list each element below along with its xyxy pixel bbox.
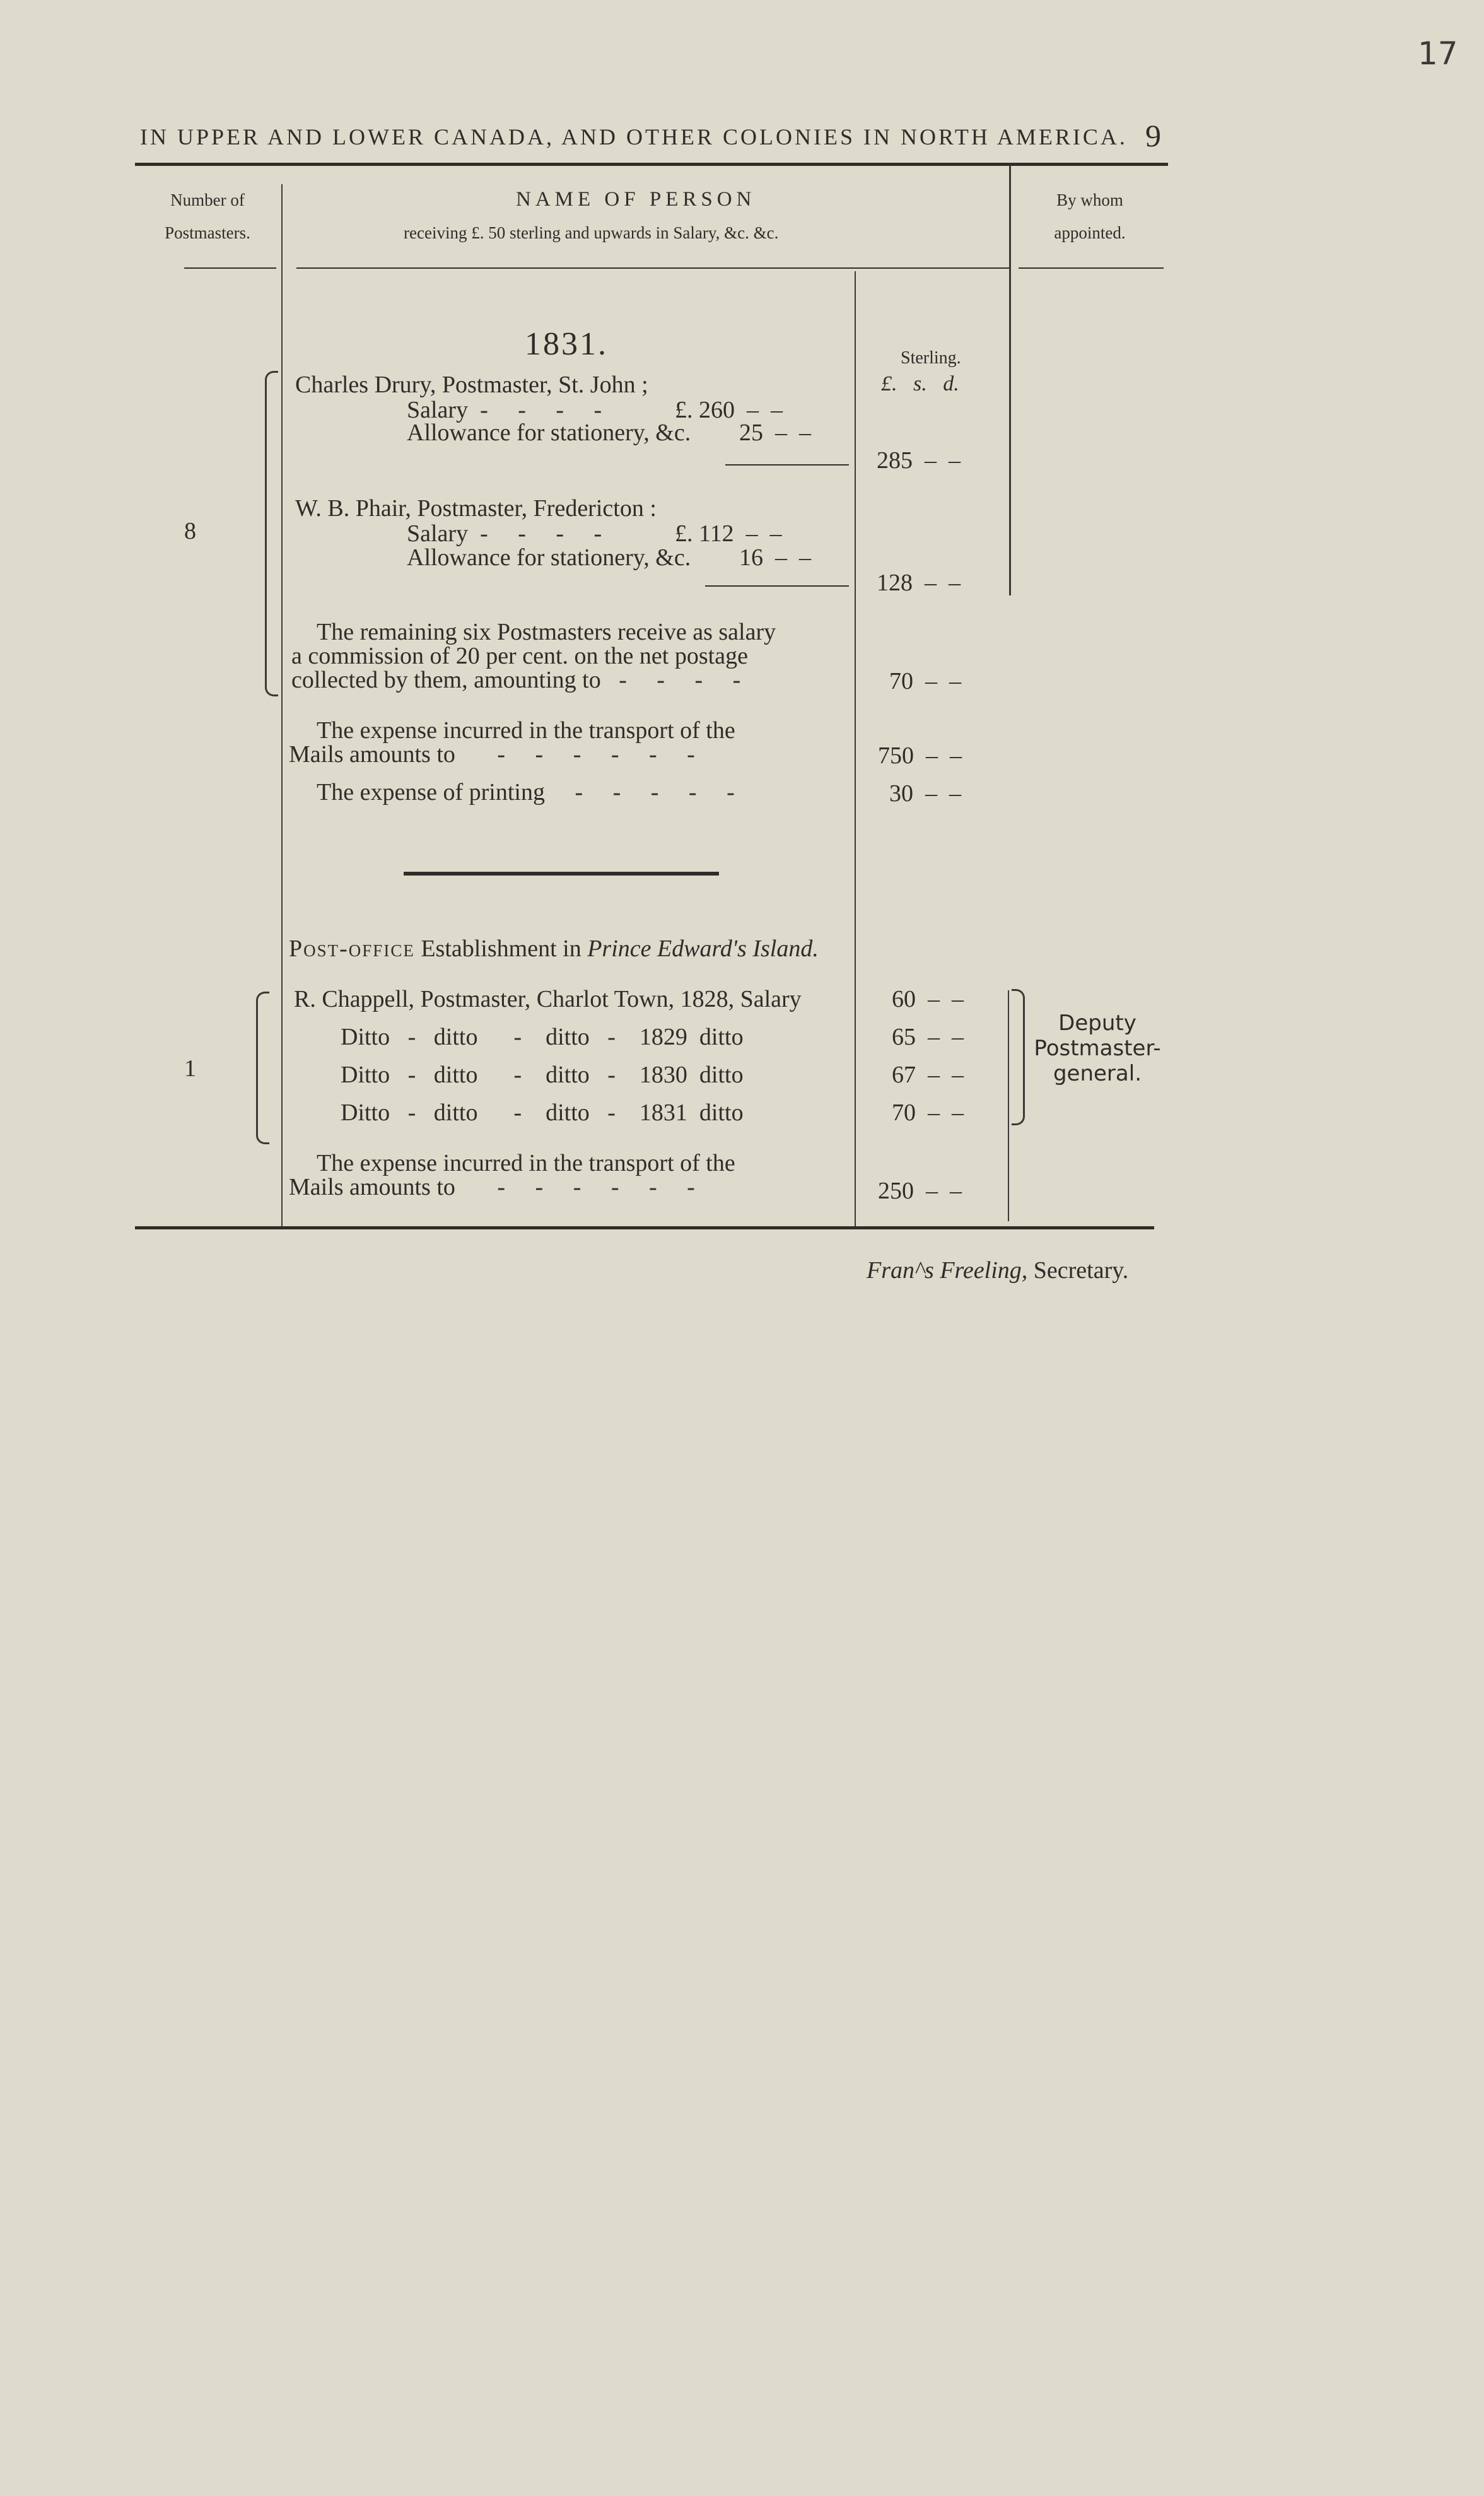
pei-row: R. Chappell, Postmaster, Charlot Town, 1828, Salary bbox=[294, 986, 802, 1012]
number-of-label: Number of bbox=[170, 190, 245, 209]
brace-group-8 bbox=[265, 371, 278, 696]
pei-row: Ditto - ditto - ditto - 1830 ditto bbox=[341, 1062, 744, 1088]
salary-label: Salary - - - - bbox=[407, 397, 602, 423]
signature bbox=[867, 1257, 1128, 1284]
entry-name: Charles Drury, Postmaster, St. John ; bbox=[295, 372, 648, 398]
header-underline-appointed bbox=[1019, 267, 1164, 269]
entry-total: 285 – – bbox=[877, 447, 961, 474]
header-underline-name bbox=[296, 267, 1009, 269]
appointed-by-2: Postmaster- bbox=[1034, 1036, 1161, 1061]
brace-group-1 bbox=[256, 992, 269, 1144]
pei-heading-middle: Establishment in bbox=[414, 935, 588, 962]
allowance-value: 25 – – bbox=[739, 419, 811, 446]
appointed-label: appointed. bbox=[1054, 223, 1126, 242]
printing-amount: 30 – – bbox=[889, 780, 961, 807]
column-rule-left bbox=[281, 184, 283, 1229]
printing-line: The expense of printing - - - - - bbox=[317, 779, 735, 806]
remaining-line-3: collected by them, amounting to - - - - bbox=[291, 667, 741, 693]
salary-label: Salary - - - - bbox=[407, 520, 602, 547]
signature-name: Fran^s Freeling, bbox=[867, 1257, 1028, 1284]
allowance-value: 16 – – bbox=[739, 544, 811, 571]
bottom-rule bbox=[135, 1226, 1154, 1229]
transport-line-2: Mails amounts to - - - - - - bbox=[289, 741, 695, 768]
salary-value: £. 260 – – bbox=[675, 397, 783, 423]
remaining-amount: 70 – – bbox=[889, 668, 961, 694]
pei-transport-line-2: Mails amounts to - - - - - - bbox=[289, 1174, 695, 1200]
column-rule-right-lower bbox=[1008, 990, 1009, 1221]
column-rule-amount bbox=[855, 271, 856, 1229]
appointed-by-1: Deputy bbox=[1058, 1011, 1136, 1036]
pei-transport-amount: 250 – – bbox=[878, 1178, 962, 1204]
by-whom-label: By whom bbox=[1056, 190, 1123, 209]
postmasters-label: Postmasters. bbox=[165, 223, 250, 242]
transport-amount: 750 – – bbox=[878, 742, 962, 769]
pei-row: Ditto - ditto - ditto - 1829 ditto bbox=[341, 1024, 744, 1050]
folio-number: 9 bbox=[1145, 118, 1161, 153]
count-eight: 8 bbox=[184, 518, 196, 544]
remaining-line-2: a commission of 20 per cent. on the net postage bbox=[291, 643, 748, 669]
pei-heading-place: Prince Edward's Island. bbox=[587, 935, 819, 962]
subtotal-rule bbox=[705, 585, 849, 587]
header-rule bbox=[135, 163, 1168, 166]
section-separator bbox=[404, 872, 719, 876]
transport-line-1: The expense incurred in the transport of the bbox=[317, 717, 735, 744]
page-number: 17 bbox=[1418, 35, 1458, 72]
brace-appointed bbox=[1012, 989, 1025, 1125]
pei-row-amount: 67 – – bbox=[892, 1062, 964, 1088]
pei-row: Ditto - ditto - ditto - 1831 ditto bbox=[341, 1099, 744, 1126]
appointed-by-3: general. bbox=[1053, 1061, 1142, 1086]
sterling-label: Sterling. bbox=[901, 348, 961, 368]
pei-row-amount: 65 – – bbox=[892, 1024, 964, 1050]
pei-heading bbox=[289, 935, 819, 963]
count-one: 1 bbox=[184, 1055, 196, 1082]
year-heading: 1831. bbox=[525, 326, 608, 362]
remaining-line-1: The remaining six Postmasters receive as salary bbox=[317, 619, 776, 645]
allowance-label: Allowance for stationery, &c. bbox=[407, 544, 691, 571]
running-head: IN UPPER AND LOWER CANADA, AND OTHER COLONIES IN NORTH AMERICA. bbox=[140, 124, 1128, 149]
column-rule-right-upper bbox=[1009, 165, 1011, 595]
subtotal-rule bbox=[725, 464, 849, 466]
entry-total: 128 – – bbox=[877, 570, 961, 596]
pei-row-amount: 60 – – bbox=[892, 986, 964, 1012]
currency-units: £. s. d. bbox=[881, 372, 959, 395]
signature-title: Secretary. bbox=[1027, 1257, 1129, 1284]
pei-heading-prefix: Post-office bbox=[289, 935, 415, 962]
receiving-label: receiving £. 50 sterling and upwards in Salary, &c. &c. bbox=[404, 223, 779, 242]
pei-row-amount: 70 – – bbox=[892, 1099, 964, 1126]
pei-transport-line-1: The expense incurred in the transport of the bbox=[317, 1150, 735, 1176]
name-of-person-label: NAME OF PERSON bbox=[516, 188, 756, 211]
entry-name: W. B. Phair, Postmaster, Fredericton : bbox=[295, 495, 657, 522]
allowance-label: Allowance for stationery, &c. bbox=[407, 419, 691, 446]
salary-value: £. 112 – – bbox=[675, 520, 782, 547]
header-underline-number bbox=[184, 267, 276, 269]
